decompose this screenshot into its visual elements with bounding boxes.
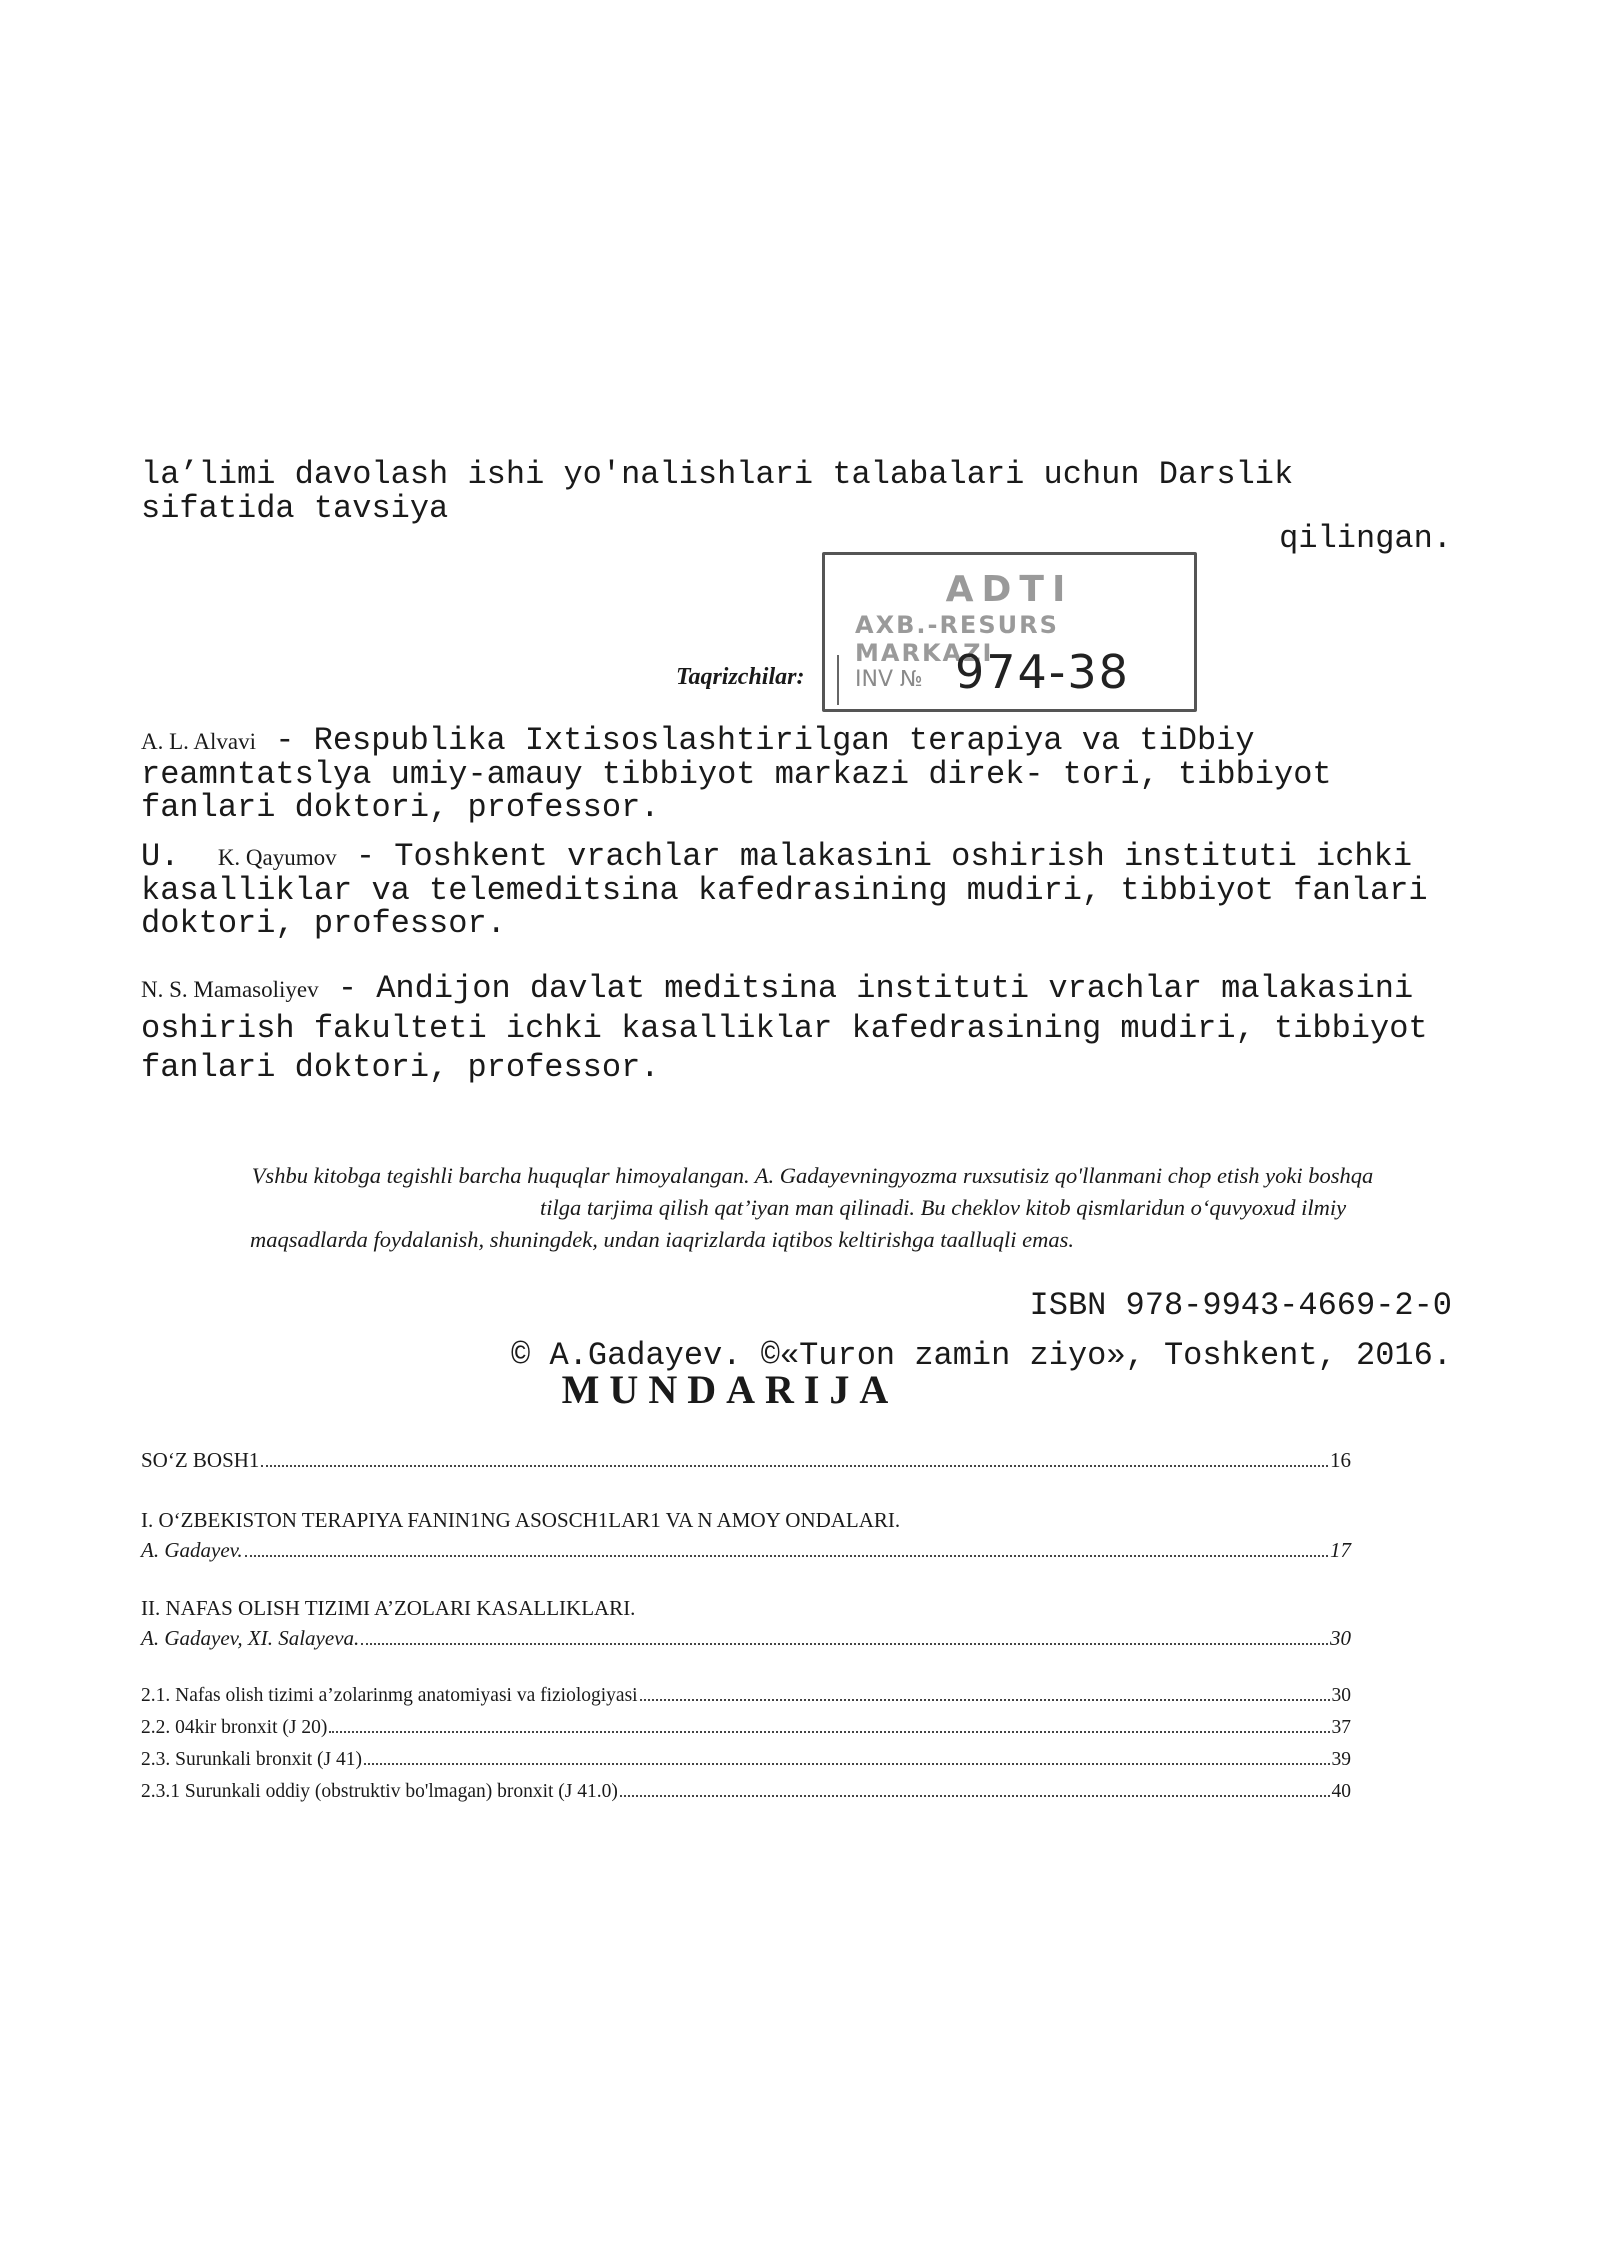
- reviewers-label: Taqrizchilar:: [676, 664, 805, 690]
- toc-label: 2.1. Nafas olish tizimi a’zolarinmg anatomiyasi va fiziologiyasi: [141, 1685, 638, 1706]
- toc-leader: [364, 1762, 1330, 1765]
- intro-line-3: qilingan.: [1279, 520, 1452, 557]
- toc-page: 30: [1330, 1626, 1351, 1650]
- reviewer-description: Toshkent vrachlar malakasini oshirish instituti ichki kasalliklar va telemeditsina kafedrasining mudiri, tibbiyot fanlari doktori, professor.: [141, 838, 1428, 942]
- toc-item[interactable]: [141, 1781, 1351, 1813]
- toc-entry-section-2[interactable]: [141, 1596, 1351, 1658]
- library-stamp: [822, 552, 1197, 712]
- stamp-line-3: INV №: [855, 667, 923, 692]
- toc-page: 39: [1331, 1749, 1351, 1770]
- intro-line-2: sifatida tavsiya: [141, 490, 449, 527]
- toc-page: 40: [1331, 1781, 1351, 1802]
- toc-page: 17: [1330, 1538, 1351, 1562]
- reviewer-description: Andijon davlat meditsina instituti vrachlar malakasini oshirish fakulteti ichki kasalliklar kafedrasining mudiri, tibbiyot fanlari doktori, professor.: [141, 970, 1428, 1086]
- toc-page: 30: [1331, 1685, 1351, 1706]
- intro-text: [141, 458, 1461, 526]
- rights-line-1: Vshbu kitobga tegishli barcha huquqlar himoyalangan. A. Gadayevningyozma ruxsutisiz qo'llanmani chop etish yoki boshqa: [251, 1163, 1374, 1188]
- stamp-line-2: AXB.-RESURS MARKAZI: [855, 611, 1059, 667]
- toc-label: 2.3. Surunkali bronxit (J 41): [141, 1749, 362, 1770]
- reviewer-1: [141, 724, 1471, 824]
- reviewer-name: K. Qayumov: [217, 845, 337, 870]
- toc-entry-section-1[interactable]: [141, 1508, 1351, 1570]
- toc-leader: [245, 1554, 1328, 1557]
- intro-line-1: la’limi davolash ishi yo'nalishlari talabalari uchun Darslik: [141, 456, 1294, 493]
- rights-line-3: maqsadlarda foydalanish, shuningdek, undan iaqrizlarda iqtibos keltirishga taalluqli emas.: [250, 1227, 1074, 1252]
- toc-page: 37: [1331, 1717, 1351, 1738]
- toc-heading: II. NAFAS OLISH TIZIMI A’ZOLARI KASALLIKLARI.: [141, 1596, 636, 1620]
- rights-line-2: tilga tarjima qilish qat’iyan man qilinadi. Bu cheklov kitob qismlaridun o‘quvyoxud ilmiy: [540, 1195, 1347, 1220]
- toc-label: 2.3.1 Surunkali oddiy (obstruktiv bo'lmagan) bronxit (J 41.0): [141, 1781, 618, 1802]
- stamp-number: 974-38: [955, 645, 1130, 699]
- toc-item[interactable]: [141, 1717, 1351, 1749]
- reviewer-name: A. L. Alvavi: [141, 729, 256, 754]
- toc-page: 16: [1330, 1448, 1351, 1472]
- toc-label: 2.2. 04kir bronxit (J 20): [141, 1717, 328, 1738]
- reviewer-name: N. S. Mamasoliyev: [141, 977, 319, 1002]
- toc-item[interactable]: [141, 1685, 1351, 1717]
- toc-leader: [261, 1464, 1328, 1467]
- toc-title: [0, 1366, 1600, 1413]
- toc-subitems: [141, 1685, 1351, 1813]
- toc-leader: [361, 1642, 1328, 1645]
- toc-leader: [329, 1730, 1329, 1733]
- reviewer-description: Respublika Ixtisoslashtirilgan terapiya va tiDbiy reamntatslya umiy-amauy tibbiyot markazi direk- tori, tibbiyot fanlari doktori, professor.: [141, 722, 1332, 826]
- toc-authors: A. Gadayev.: [141, 1538, 243, 1562]
- reviewer-separator: -: [318, 970, 377, 1007]
- stamp-divider: [837, 655, 839, 705]
- toc-heading: I. OʻZBEKISTON TERAPIYA FANIN1NG ASOSCH1LAR1 VA N AMOY ONDALARI.: [141, 1508, 901, 1532]
- reviewer-separator: -: [336, 838, 395, 875]
- toc-authors: A. Gadayev, XI. Salayeva.: [141, 1626, 360, 1650]
- toc-entry-sozbosh[interactable]: [141, 1448, 1351, 1480]
- reviewer-2: [141, 840, 1471, 940]
- reviewer-separator: -: [256, 722, 314, 759]
- toc-label: SO‘Z BOSH1: [141, 1448, 260, 1472]
- isbn: ISBN 978-9943-4669-2-0: [1029, 1287, 1452, 1324]
- rights-notice: [170, 1160, 1455, 1256]
- reviewer-prefix: U.: [141, 838, 180, 875]
- toc-title-text: MUNDARIJA: [561, 1367, 899, 1412]
- reviewer-3: [141, 969, 1471, 1087]
- toc-item[interactable]: [141, 1749, 1351, 1781]
- toc-leader: [640, 1698, 1330, 1701]
- copyright: © A.Gadayev. ©«Turon zamin ziyo», Toshkent, 2016.: [511, 1337, 1452, 1374]
- toc-leader: [620, 1794, 1330, 1797]
- stamp-line-1: ADTI: [945, 569, 1074, 610]
